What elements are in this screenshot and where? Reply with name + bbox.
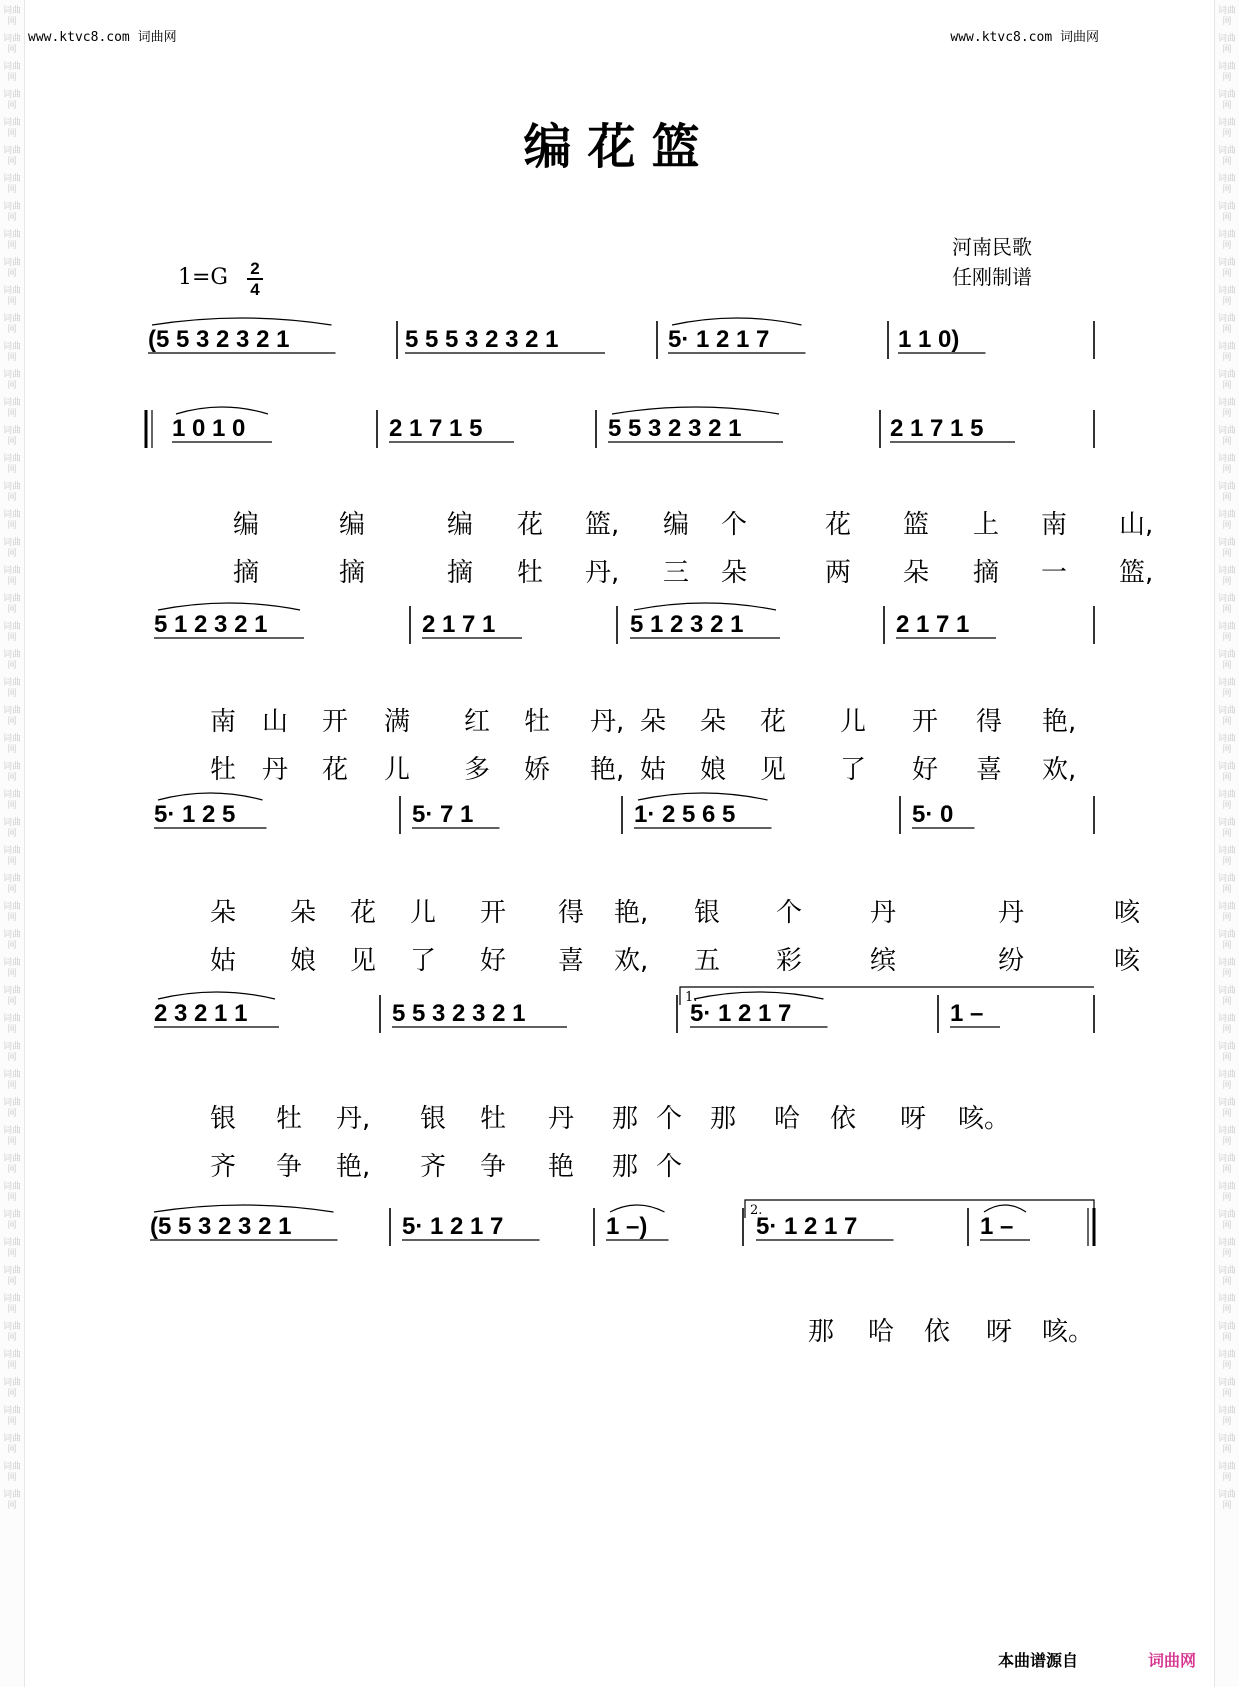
watermark-text: 词曲网 (2, 1154, 21, 1175)
lyric-syllable: 牡 (524, 707, 551, 737)
lyric-syllable: 三 (663, 558, 690, 588)
slur-arc (984, 1205, 1026, 1212)
lyric-syllable: 呀 (900, 1104, 927, 1134)
measure-notes: 2 3 2 1 1 (154, 1000, 248, 1027)
lyric-syllable: 个 (656, 1152, 683, 1182)
watermark-text: 词曲网 (1217, 1098, 1236, 1119)
lyric-syllable: 红 (464, 707, 491, 737)
song-origin: 河南民歌 (952, 235, 1032, 259)
lyric-syllable: 艳, (590, 755, 625, 785)
watermark-text: 词曲网 (1217, 258, 1236, 279)
song-title: 编花篮 (523, 119, 716, 175)
lyric-syllable: 银 (210, 1104, 237, 1134)
watermark-text: 词曲网 (2, 1042, 21, 1063)
watermark-text: 词曲网 (2, 678, 21, 699)
lyric-syllable: 那 (612, 1104, 639, 1134)
measure-notes: 5· 1 2 1 7 (756, 1213, 858, 1240)
lyric-syllable: 丹 (262, 755, 289, 785)
watermark-text: 词曲网 (2, 510, 21, 531)
lyric-syllable: 欢, (1042, 755, 1077, 785)
watermark-text: 词曲网 (1217, 370, 1236, 391)
lyric-syllable: 编 (447, 510, 474, 540)
measure-notes: 2 1 7 1 (422, 611, 496, 638)
lyric-syllable: 丹 (998, 898, 1025, 928)
watermark-text: 词曲网 (1217, 566, 1236, 587)
watermark-text: 词曲网 (2, 1350, 21, 1371)
lyric-syllable: 牡 (480, 1104, 507, 1134)
watermark-text: 词曲网 (1217, 622, 1236, 643)
watermark-text: 词曲网 (2, 818, 21, 839)
lyric-syllable: 艳 (548, 1152, 575, 1182)
lyric-syllable: 花 (322, 755, 349, 785)
watermark-text: 词曲网 (2, 286, 21, 307)
watermark-text: 词曲网 (2, 1266, 21, 1287)
lyric-syllable: 丹, (590, 707, 625, 737)
watermark-text: 词曲网 (2, 538, 21, 559)
watermark-text: 词曲网 (2, 370, 21, 391)
measure-notes: 5 1 2 3 2 1 (630, 611, 744, 638)
watermark-text: 词曲网 (2, 650, 21, 671)
lyric-syllable: 花 (517, 510, 544, 540)
watermark-text: 词曲网 (2, 594, 21, 615)
measure-notes: 5· 1 2 1 7 (690, 1000, 792, 1027)
lyric-syllable: 开 (912, 707, 939, 737)
measure-notes: 5· 7 1 (412, 801, 474, 828)
lyric-syllable: 朵 (721, 558, 748, 588)
lyric-syllable: 丹 (870, 898, 897, 928)
lyric-syllable: 哈 (774, 1104, 801, 1134)
lyric-syllable: 呀 (986, 1317, 1013, 1347)
notation-row-5 (0, 985, 1239, 1055)
slur-arc (694, 992, 824, 999)
lyric-syllable: 彩 (776, 946, 803, 976)
lyric-syllable: 得 (558, 898, 585, 928)
notation-row-3 (0, 600, 1239, 660)
site-url[interactable]: www.ktvc8.com (28, 30, 130, 45)
watermark-text: 词曲网 (1217, 1378, 1236, 1399)
watermark-text: 词曲网 (2, 146, 21, 167)
watermark-text: 词曲网 (1217, 90, 1236, 111)
watermark-text: 词曲网 (1217, 874, 1236, 895)
watermark-text: 词曲网 (1217, 454, 1236, 475)
slur-arc (634, 603, 776, 610)
watermark-text: 词曲网 (1217, 762, 1236, 783)
lyric-syllable: 缤 (870, 946, 897, 976)
slur-arc (154, 1205, 334, 1212)
volta-label: 2. (750, 1203, 763, 1218)
measure-notes: 5· 0 (912, 801, 954, 828)
watermark-text: 词曲网 (2, 1462, 21, 1483)
site-name: 词曲网 (137, 30, 177, 45)
measure-notes: 2 1 7 1 (896, 611, 970, 638)
watermark-text: 词曲网 (1217, 846, 1236, 867)
lyric-syllable: 朵 (640, 707, 667, 737)
watermark-text: 词曲网 (2, 902, 21, 923)
lyric-syllable: 好 (912, 755, 939, 785)
watermark-text: 词曲网 (2, 762, 21, 783)
lyric-syllable: 银 (420, 1104, 447, 1134)
lyric-syllable: 摘 (233, 558, 260, 588)
lyric-syllable: 咳 (1114, 898, 1141, 928)
lyric-syllable: 依 (830, 1104, 857, 1134)
lyric-syllable: 编 (339, 510, 366, 540)
watermark-text: 词曲网 (2, 846, 21, 867)
lyric-syllable: 咳 (1114, 946, 1141, 976)
lyric-syllable: 多 (464, 755, 491, 785)
lyric-syllable: 丹, (336, 1104, 371, 1134)
song-arranger: 任刚制谱 (952, 265, 1032, 289)
watermark-text: 词曲网 (2, 874, 21, 895)
lyric-syllable: 齐 (420, 1152, 447, 1182)
lyric-syllable: 牡 (517, 558, 544, 588)
watermark-text: 词曲网 (2, 790, 21, 811)
site-url[interactable]: www.ktvc8.com (950, 30, 1053, 45)
lyric-syllable: 那 (612, 1152, 639, 1182)
watermark-text: 词曲网 (1217, 34, 1236, 55)
lyric-syllable: 牡 (276, 1104, 303, 1134)
watermark-text: 词曲网 (1217, 426, 1236, 447)
watermark-text: 词曲网 (2, 230, 21, 251)
lyric-syllable: 花 (350, 898, 377, 928)
watermark-text: 词曲网 (2, 482, 21, 503)
notation-row-2 (0, 400, 1239, 470)
watermark-text: 词曲网 (1217, 174, 1236, 195)
lyric-syllable: 争 (276, 1152, 303, 1182)
watermark-text: 词曲网 (1217, 62, 1236, 83)
lyric-syllable: 齐 (210, 1152, 237, 1182)
lyric-syllable: 编 (663, 510, 690, 540)
watermark-text: 词曲网 (2, 1434, 21, 1455)
lyric-syllable: 咳。 (958, 1104, 1011, 1134)
footer-source-label: 本曲谱源自 (998, 1651, 1079, 1670)
lyric-syllable: 摘 (339, 558, 366, 588)
watermark-text: 词曲网 (1217, 678, 1236, 699)
measure-notes: 1 –) (606, 1213, 648, 1240)
watermark-text: 词曲网 (1217, 314, 1236, 335)
watermark-text: 词曲网 (1217, 818, 1236, 839)
watermark-text: 词曲网 (1217, 1238, 1236, 1259)
watermark-text: 词曲网 (1217, 510, 1236, 531)
slur-arc (638, 793, 768, 800)
watermark-text: 词曲网 (1217, 1294, 1236, 1315)
slur-arc (158, 793, 263, 800)
watermark-text: 词曲网 (2, 1378, 21, 1399)
lyric-syllable: 姑 (210, 946, 237, 976)
lyric-syllable: 娇 (524, 755, 551, 785)
lyric-syllable: 依 (924, 1317, 951, 1347)
watermark-text: 词曲网 (1217, 146, 1236, 167)
measure-notes: 5· 1 2 1 7 (668, 326, 770, 353)
watermark-text: 词曲网 (1217, 1462, 1236, 1483)
watermark-text: 词曲网 (1217, 342, 1236, 363)
notation-row-1 (0, 315, 1239, 375)
measure-notes: (5 5 3 2 3 2 1 (148, 326, 290, 353)
watermark-text: 词曲网 (1217, 1322, 1236, 1343)
lyric-syllable: 见 (760, 755, 787, 785)
watermark-text: 词曲网 (1217, 1266, 1236, 1287)
lyric-syllable: 牡 (210, 755, 237, 785)
watermark-text: 词曲网 (1217, 1126, 1236, 1147)
lyric-syllable: 喜 (976, 755, 1003, 785)
watermark-text: 词曲网 (2, 930, 21, 951)
lyric-syllable: 儿 (410, 898, 437, 928)
watermark-text: 词曲网 (2, 314, 21, 335)
measure-notes: 1 – (950, 1000, 984, 1027)
lyric-syllable: 南 (210, 707, 237, 737)
watermark-text: 词曲网 (2, 1182, 21, 1203)
lyric-syllable: 丹, (585, 558, 620, 588)
site-name: 词曲网 (1059, 30, 1099, 45)
lyric-syllable: 了 (410, 946, 437, 976)
lyric-syllable: 个 (721, 510, 748, 540)
lyric-syllable: 朵 (210, 898, 237, 928)
watermark-text: 词曲网 (2, 174, 21, 195)
measure-notes: 5· 1 2 1 7 (402, 1213, 504, 1240)
time-signature-top: 2 (250, 259, 260, 278)
measure-notes: 1 1 0) (898, 326, 960, 353)
lyric-syllable: 欢, (614, 946, 649, 976)
watermark-text: 词曲网 (1217, 1154, 1236, 1175)
lyric-syllable: 了 (840, 755, 867, 785)
lyric-syllable: 五 (694, 946, 721, 976)
lyric-syllable: 儿 (840, 707, 867, 737)
measure-notes: 1· 2 5 6 5 (634, 801, 736, 828)
watermark-text: 词曲网 (2, 958, 21, 979)
watermark-text: 词曲网 (1217, 286, 1236, 307)
watermark-text: 词曲网 (2, 1098, 21, 1119)
watermark-text: 词曲网 (1217, 902, 1236, 923)
watermark-text: 词曲网 (2, 1210, 21, 1231)
watermark-text: 词曲网 (2, 1294, 21, 1315)
lyric-syllable: 山, (1119, 510, 1154, 540)
watermark-text: 词曲网 (1217, 398, 1236, 419)
watermark-text: 词曲网 (2, 258, 21, 279)
watermark-text: 词曲网 (1217, 734, 1236, 755)
lyric-syllable: 哈 (868, 1317, 895, 1347)
watermark-text: 词曲网 (1217, 1042, 1236, 1063)
measure-notes: 1 – (980, 1213, 1014, 1240)
lyric-syllable: 摘 (973, 558, 1000, 588)
watermark-text: 词曲网 (2, 734, 21, 755)
lyric-syllable: 好 (480, 946, 507, 976)
measure-notes: 5· 1 2 5 (154, 801, 236, 828)
lyric-syllable: 编 (233, 510, 260, 540)
lyric-syllable: 那 (808, 1317, 835, 1347)
watermark-text: 词曲网 (2, 90, 21, 111)
lyric-syllable: 开 (480, 898, 507, 928)
watermark-text: 词曲网 (1217, 594, 1236, 615)
time-signature (247, 260, 263, 298)
measure-notes: 5 5 3 2 3 2 1 (392, 1000, 526, 1027)
lyric-syllable: 艳, (1042, 707, 1077, 737)
lyric-syllable: 篮, (1119, 558, 1154, 588)
lyric-syllable: 丹 (548, 1104, 575, 1134)
lyric-syllable: 见 (350, 946, 377, 976)
lyric-syllable: 个 (776, 898, 803, 928)
watermark-text: 词曲网 (2, 566, 21, 587)
lyric-syllable: 朵 (290, 898, 317, 928)
watermark-text: 词曲网 (2, 62, 21, 83)
watermark-text: 词曲网 (1217, 1490, 1236, 1511)
watermark-text: 词曲网 (1217, 706, 1236, 727)
measure-notes: 1 0 1 0 (172, 415, 246, 442)
lyric-syllable: 一 (1041, 558, 1068, 588)
watermark-text: 词曲网 (2, 342, 21, 363)
watermark-text: 词曲网 (1217, 1182, 1236, 1203)
watermark-text: 词曲网 (1217, 1014, 1236, 1035)
watermark-text: 词曲网 (1217, 1434, 1236, 1455)
watermark-text: 词曲网 (2, 1070, 21, 1091)
watermark-text: 词曲网 (1217, 1406, 1236, 1427)
watermark-text: 词曲网 (1217, 6, 1236, 27)
lyric-syllable: 摘 (447, 558, 474, 588)
footer-brand-link[interactable]: 词曲网 (1148, 1651, 1197, 1670)
watermark-text: 词曲网 (1217, 1210, 1236, 1231)
time-signature-bottom: 4 (250, 280, 260, 299)
notation-row-4 (0, 790, 1239, 850)
measure-notes: 5 5 5 3 2 3 2 1 (405, 326, 559, 353)
watermark-text: 词曲网 (1217, 202, 1236, 223)
lyric-syllable: 儿 (384, 755, 411, 785)
lyric-syllable: 纷 (998, 946, 1025, 976)
lyric-syllable: 南 (1041, 510, 1068, 540)
measure-notes: 2 1 7 1 5 (389, 415, 483, 442)
lyric-syllable: 朵 (700, 707, 727, 737)
watermark-text: 词曲网 (1217, 118, 1236, 139)
watermark-text: 词曲网 (2, 398, 21, 419)
lyric-syllable: 篮 (903, 510, 930, 540)
watermark-text: 词曲网 (2, 1490, 21, 1511)
lyric-syllable: 山 (262, 707, 289, 737)
watermark-text: 词曲网 (2, 622, 21, 643)
lyric-syllable: 姑 (640, 755, 667, 785)
lyric-syllable: 上 (973, 510, 1000, 540)
lyric-syllable: 那 (710, 1104, 737, 1134)
slur-arc (672, 318, 802, 325)
lyric-syllable: 娘 (700, 755, 727, 785)
lyric-syllable: 娘 (290, 946, 317, 976)
watermark-text: 词曲网 (2, 202, 21, 223)
slur-arc (612, 407, 779, 414)
slur-arc (176, 407, 268, 414)
watermark-text: 词曲网 (2, 454, 21, 475)
slur-arc (152, 318, 332, 325)
lyric-syllable: 艳, (336, 1152, 371, 1182)
song-credits (952, 232, 1032, 292)
measure-notes: 5 5 3 2 3 2 1 (608, 415, 742, 442)
lyric-syllable: 争 (480, 1152, 507, 1182)
lyric-syllable: 满 (384, 707, 411, 737)
lyric-syllable: 个 (656, 1104, 683, 1134)
watermark-text: 词曲网 (1217, 650, 1236, 671)
watermark-text: 词曲网 (2, 706, 21, 727)
watermark-text: 词曲网 (1217, 482, 1236, 503)
slur-arc (158, 992, 275, 999)
watermark-text: 词曲网 (2, 118, 21, 139)
watermark-text: 词曲网 (1217, 958, 1236, 979)
lyric-syllable: 得 (976, 707, 1003, 737)
lyric-syllable: 两 (825, 558, 852, 588)
watermark-text: 词曲网 (1217, 930, 1236, 951)
watermark-text: 词曲网 (1217, 986, 1236, 1007)
lyric-syllable: 艳, (614, 898, 649, 928)
measure-notes: 2 1 7 1 5 (890, 415, 984, 442)
lyric-syllable: 银 (694, 898, 721, 928)
lyric-syllable: 篮, (585, 510, 620, 540)
lyric-syllable: 咳。 (1042, 1317, 1095, 1347)
slur-arc (158, 603, 300, 610)
watermark-text: 词曲网 (2, 1322, 21, 1343)
lyric-syllable: 花 (825, 510, 852, 540)
watermark-text: 词曲网 (2, 1014, 21, 1035)
header-site-right[interactable] (950, 26, 1099, 45)
measure-notes: (5 5 3 2 3 2 1 (150, 1213, 292, 1240)
watermark-text: 词曲网 (2, 986, 21, 1007)
watermark-text: 词曲网 (2, 1406, 21, 1427)
lyric-syllable: 朵 (903, 558, 930, 588)
slur-arc (610, 1205, 665, 1212)
watermark-text: 词曲网 (1217, 1350, 1236, 1371)
watermark-text: 词曲网 (1217, 1070, 1236, 1091)
volta-label: 1. (685, 990, 698, 1005)
lyric-syllable: 花 (760, 707, 787, 737)
watermark-text: 词曲网 (2, 426, 21, 447)
notation-row-6 (0, 1198, 1239, 1268)
watermark-text: 词曲网 (2, 34, 21, 55)
lyric-syllable: 喜 (558, 946, 585, 976)
header-site-left[interactable] (28, 26, 177, 45)
lyric-syllable: 开 (322, 707, 349, 737)
measure-notes: 5 1 2 3 2 1 (154, 611, 268, 638)
watermark-text: 词曲网 (2, 6, 21, 27)
watermark-text: 词曲网 (2, 1126, 21, 1147)
watermark-text: 词曲网 (1217, 790, 1236, 811)
watermark-text: 词曲网 (1217, 230, 1236, 251)
watermark-text: 词曲网 (2, 1238, 21, 1259)
watermark-text: 词曲网 (1217, 538, 1236, 559)
key-signature: 1=G (178, 265, 229, 290)
